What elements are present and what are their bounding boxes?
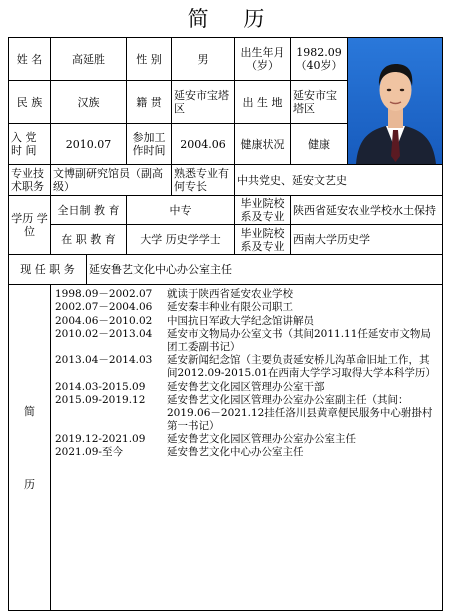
history-item: [55, 354, 436, 380]
inservice-degree: 大学 历史学学士: [127, 225, 235, 255]
origin-label: 籍 贯: [127, 81, 172, 124]
history-period: 2002.07－2004.06: [55, 301, 153, 314]
history-description: 延安鲁艺文化园区管理办公室干部: [167, 380, 325, 393]
birth-value: 1982.09（40岁）: [291, 38, 348, 81]
history-item: [55, 394, 436, 432]
history-label-top: 简: [24, 404, 35, 418]
ethnicity-value: 汉族: [51, 81, 127, 124]
party-value: 2010.07: [51, 124, 127, 165]
resume-table: [8, 37, 443, 611]
history-label-bottom: 历: [24, 477, 35, 491]
page-title: 简 历: [187, 7, 279, 31]
history-description: 就读于陕西省延安农业学校: [167, 288, 293, 300]
name-label: 姓 名: [9, 38, 51, 81]
edu-label: 学历 学位: [9, 196, 51, 255]
history-description: 延安秦丰种业有限公司职工: [167, 301, 293, 314]
gender-label: 性 别: [127, 38, 172, 81]
inservice-school: 西南大学历史学: [291, 225, 443, 255]
history-period: 2010.02－2013.04: [55, 328, 153, 341]
history-description: 延安鲁艺文化园区管理办公室办公室主任: [167, 432, 356, 445]
title-label: 专业技术职务: [9, 165, 51, 196]
history-item: [55, 315, 436, 328]
history-item: [55, 328, 436, 354]
history-list: [53, 285, 440, 463]
work-label: 参加工作时间: [127, 124, 172, 165]
fulltime-degree: 中专: [127, 196, 235, 225]
history-period: 2014.03-2015.09: [55, 380, 146, 393]
history-period: 2013.04－2014.03: [55, 354, 153, 367]
history-label: [9, 285, 51, 611]
history-period: 2019.12-2021.09: [55, 432, 146, 445]
inservice-school-label: 毕业院校 系及专业: [235, 225, 291, 255]
title-value: 文博副研究馆员（副高级）: [51, 165, 172, 196]
history-description: 延安新闻纪念馆（主要负责延安桥儿沟革命旧址工作，其间2012.09-2015.01在西南大学学习取得大学本科学历）: [167, 354, 436, 380]
birthplace-label: 出 生 地: [235, 81, 291, 124]
history-cell: [51, 285, 443, 611]
history-item: [55, 381, 436, 394]
specialty-value: 中共党史、延安文艺史: [235, 165, 443, 196]
history-description: 延安鲁艺文化中心办公室主任: [167, 446, 304, 459]
fulltime-school-label: 毕业院校 系及专业: [235, 196, 291, 225]
history-period: 2015.09-2019.12: [55, 393, 146, 406]
birth-label: 出生年月（岁）: [235, 38, 291, 81]
history-item: [55, 433, 436, 446]
birthplace-value: 延安市宝塔区: [291, 81, 348, 124]
ethnicity-label: 民 族: [9, 81, 51, 124]
work-value: 2004.06: [172, 124, 235, 165]
inservice-label: 在 职 教 育: [51, 225, 127, 255]
party-label: 入 党 时 间: [9, 124, 51, 165]
photo-cell: [348, 38, 443, 165]
history-item: [55, 301, 436, 314]
position-value: 延安鲁艺文化中心办公室主任: [87, 255, 443, 285]
gender-value: 男: [172, 38, 235, 81]
history-period: 2004.06－2010.02: [55, 314, 153, 327]
portrait-figure: [348, 38, 442, 164]
history-description: 延安鲁艺文化园区管理办公室办公室副主任（其间：2019.06－2021.12挂任洛川县黄章便民服务中心驸掛村第一书记）: [167, 393, 433, 432]
history-item: [55, 446, 436, 459]
health-label: 健康状况: [235, 124, 291, 165]
history-period: 2021.09-至今: [55, 446, 123, 459]
history-description: 延安市文物局办公室文书（其间2011.11任延安市文物局团工委副书记）: [167, 328, 431, 353]
history-description: 中国抗日军政大学纪念馆讲解员: [167, 314, 314, 327]
specialty-label: 熟悉专业有何专长: [172, 165, 235, 196]
fulltime-label: 全日制 教 育: [51, 196, 127, 225]
name-value: 高延胜: [51, 38, 127, 81]
health-value: 健康: [291, 124, 348, 165]
history-item: [55, 288, 436, 301]
history-period: 1998.09－2002.07: [55, 288, 153, 300]
origin-value: 延安市宝塔区: [172, 81, 235, 124]
position-label: 现 任 职 务: [9, 255, 87, 285]
portrait-photo: [348, 38, 442, 164]
fulltime-school: 陕西省延安农业学校水土保持: [291, 196, 443, 225]
